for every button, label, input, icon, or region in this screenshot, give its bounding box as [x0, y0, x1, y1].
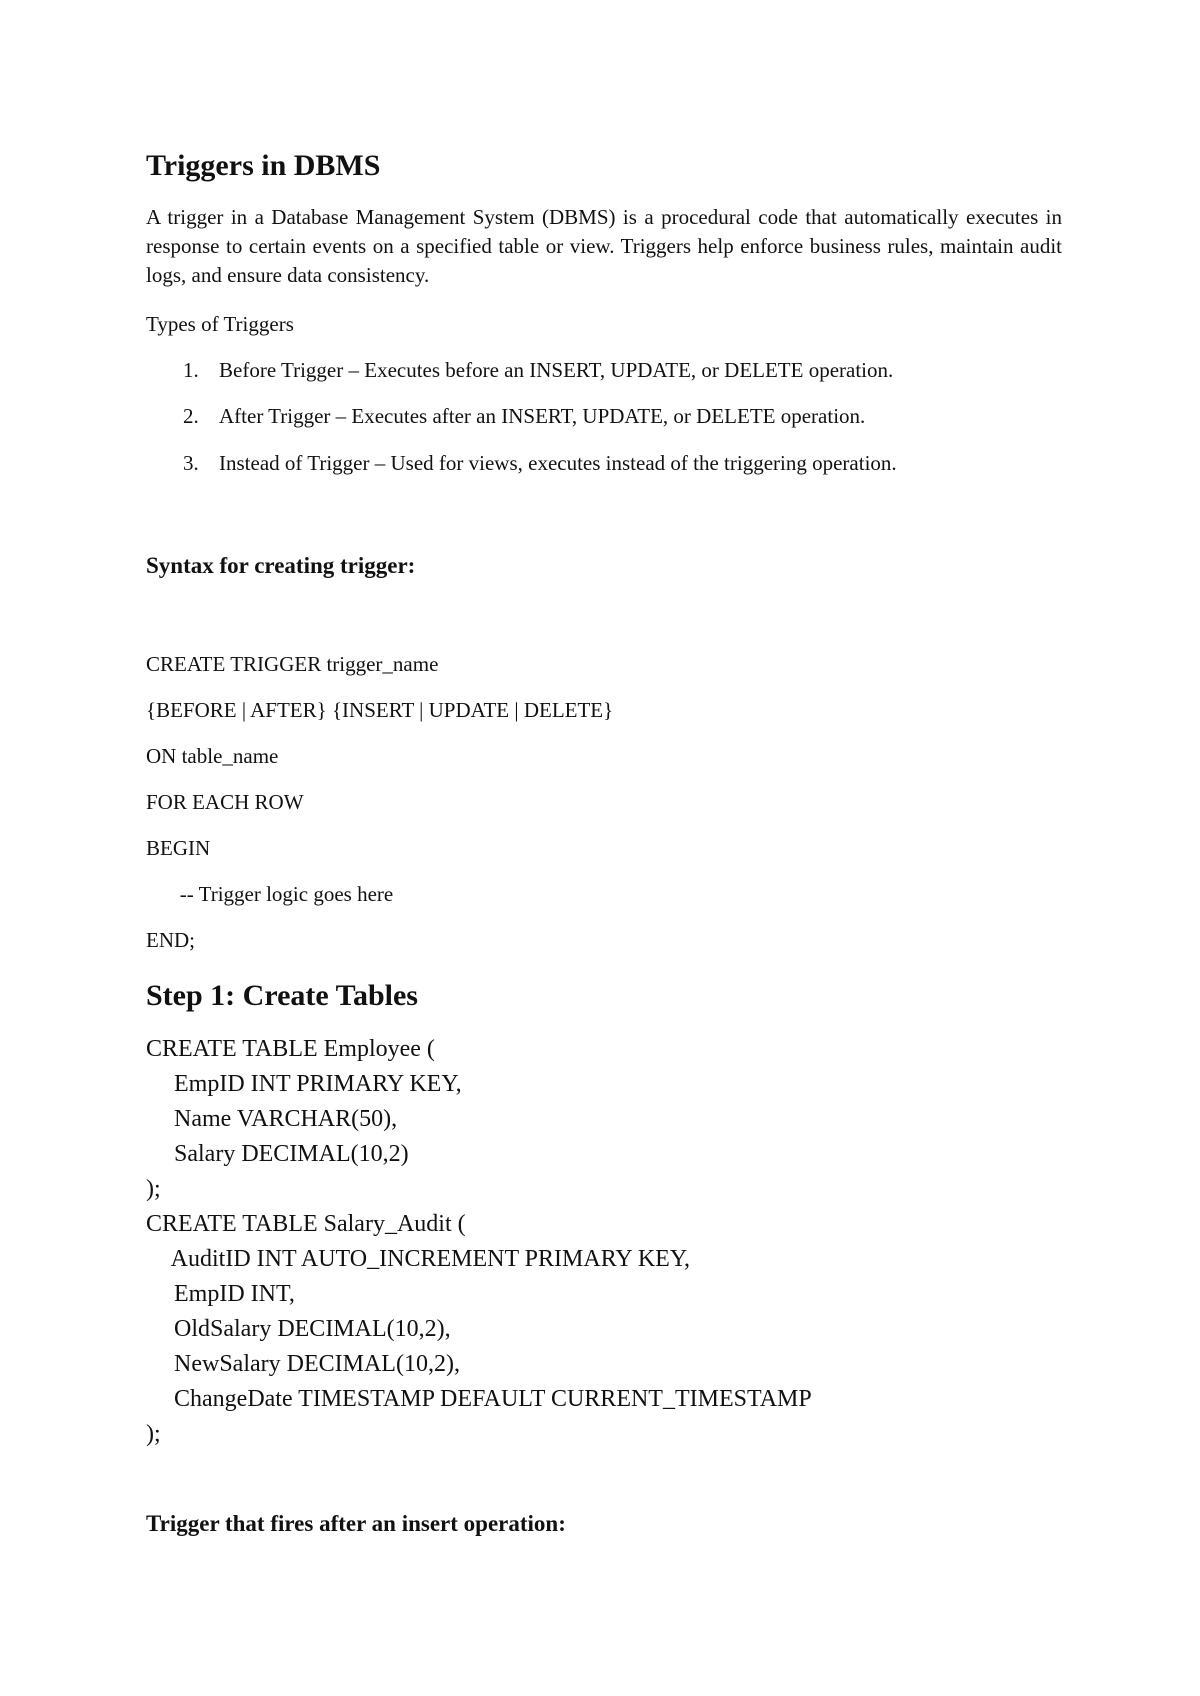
list-item-number: 2. — [183, 404, 199, 428]
code-line: ChangeDate TIMESTAMP DEFAULT CURRENT_TIMESTAMP — [156, 1386, 812, 1412]
list-item-text: Instead of Trigger – Used for views, executes instead of the triggering operation. — [219, 451, 897, 475]
code-line: BEGIN — [146, 836, 211, 860]
list-item-number: 1. — [183, 358, 199, 382]
intro-paragraph: A trigger in a Database Management System (DBMS) is a procedural code that automatically executes in response to certain events on a specified table or view. Triggers help enforce business rules, maintain audit logs, and ensure data consistency. — [146, 205, 1062, 287]
code-line: AuditID INT AUTO_INCREMENT PRIMARY KEY, — [154, 1246, 691, 1272]
code-line: OldSalary DECIMAL(10,2), — [156, 1316, 451, 1342]
code-line: -- Trigger logic goes here — [164, 882, 394, 906]
code-line: {BEFORE | AFTER} {INSERT | UPDATE | DELETE} — [146, 698, 614, 722]
list-item-number: 3. — [183, 451, 199, 475]
list-item-text: Before Trigger – Executes before an INSERT, UPDATE, or DELETE operation. — [219, 358, 894, 382]
code-line: FOR EACH ROW — [146, 790, 304, 814]
code-line: CREATE TABLE Employee ( — [146, 1036, 435, 1062]
code-line: CREATE TRIGGER trigger_name — [146, 652, 439, 676]
code-line: ON table_name — [146, 744, 279, 768]
code-line: Salary DECIMAL(10,2) — [156, 1141, 409, 1167]
code-line: ); — [146, 1176, 161, 1202]
code-line: ); — [146, 1421, 161, 1447]
step1-heading: Step 1: Create Tables — [146, 979, 418, 1012]
types-heading: Types of Triggers — [146, 312, 294, 336]
code-line: Name VARCHAR(50), — [156, 1106, 398, 1132]
page-title: Triggers in DBMS — [146, 149, 381, 182]
syntax-heading: Syntax for creating trigger: — [146, 553, 416, 578]
code-line: EmpID INT PRIMARY KEY, — [156, 1071, 462, 1097]
list-item-text: After Trigger – Executes after an INSERT, UPDATE, or DELETE operation. — [219, 404, 866, 428]
code-line: NewSalary DECIMAL(10,2), — [156, 1351, 460, 1377]
code-line: END; — [146, 928, 195, 952]
code-line: EmpID INT, — [156, 1281, 295, 1307]
code-line: CREATE TABLE Salary_Audit ( — [146, 1211, 466, 1237]
after-insert-heading: Trigger that fires after an insert operation: — [146, 1511, 566, 1536]
